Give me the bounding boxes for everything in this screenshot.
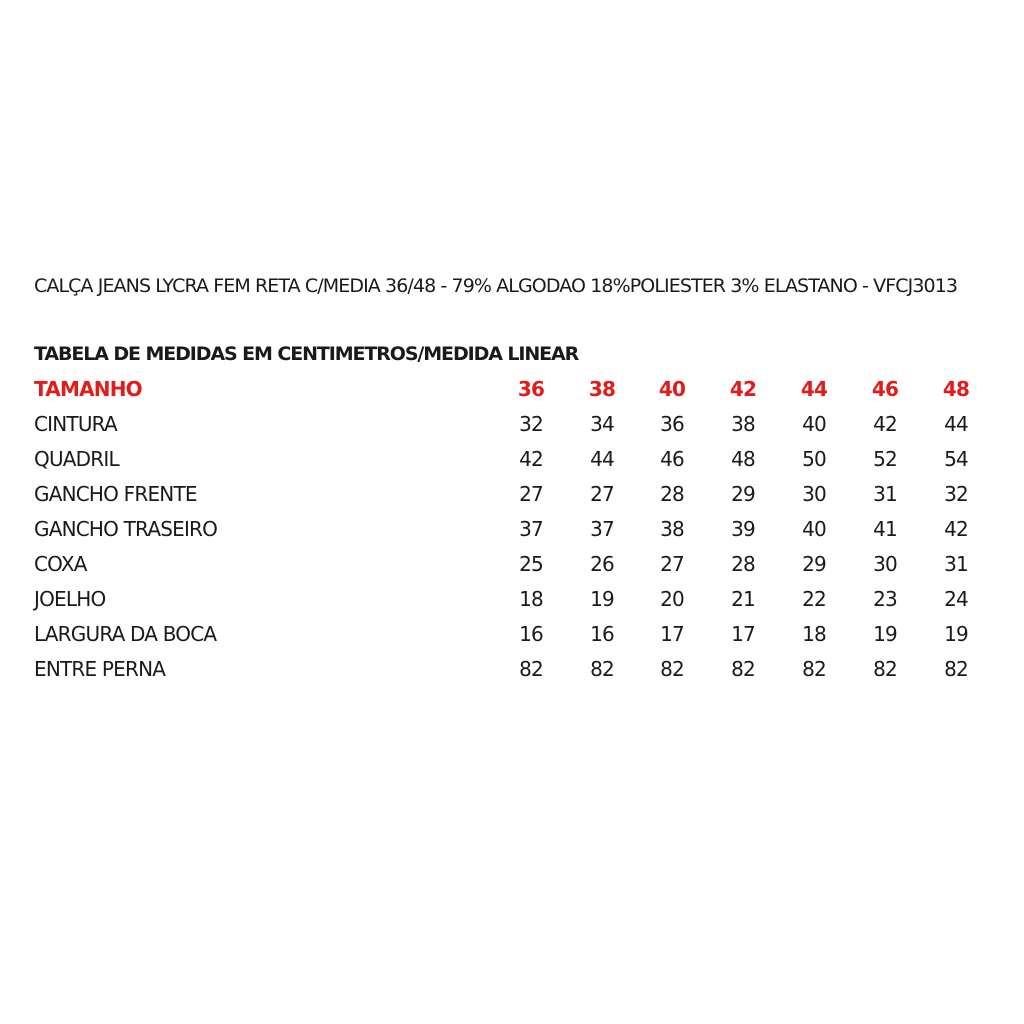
measurement-value: 18 (519, 587, 543, 611)
measurement-value: 40 (802, 517, 826, 541)
measurement-value: 50 (802, 447, 826, 471)
measurement-value: 19 (590, 587, 614, 611)
table-heading: TABELA DE MEDIDAS EM CENTIMETROS/MEDIDA LINEAR (34, 343, 579, 365)
measurement-value: 37 (590, 517, 614, 541)
table-row (34, 654, 984, 689)
measurement-value: 82 (731, 657, 755, 681)
measurement-value: 30 (802, 482, 826, 506)
measurement-value: 52 (873, 447, 897, 471)
measurement-label: ENTRE PERNA (34, 657, 166, 681)
table-row (34, 479, 984, 514)
measurement-value: 22 (802, 587, 826, 611)
measurement-value: 82 (590, 657, 614, 681)
measurement-value: 25 (519, 552, 543, 576)
size-header-cell: 36 (517, 377, 545, 401)
table-row (34, 514, 984, 549)
measurement-value: 29 (802, 552, 826, 576)
measurement-value: 24 (944, 587, 968, 611)
measurement-value: 38 (660, 517, 684, 541)
measurement-value: 37 (519, 517, 543, 541)
measurement-value: 30 (873, 552, 897, 576)
measurement-value: 36 (660, 412, 684, 436)
table-row (34, 444, 984, 479)
measurement-label: CINTURA (34, 412, 117, 436)
table-header-row (34, 374, 984, 409)
size-header-label: TAMANHO (34, 377, 142, 401)
measurement-value: 31 (873, 482, 897, 506)
measurement-value: 21 (731, 587, 755, 611)
measurement-value: 32 (519, 412, 543, 436)
measurement-value: 38 (731, 412, 755, 436)
size-header-cell: 44 (800, 377, 828, 401)
measurement-value: 34 (590, 412, 614, 436)
table-row (34, 584, 984, 619)
measurement-label: JOELHO (34, 587, 106, 611)
measurement-value: 27 (519, 482, 543, 506)
measurement-value: 42 (873, 412, 897, 436)
measurement-value: 82 (660, 657, 684, 681)
measurement-label: QUADRIL (34, 447, 119, 471)
measurement-value: 23 (873, 587, 897, 611)
measurement-value: 82 (802, 657, 826, 681)
size-header-cell: 48 (942, 377, 970, 401)
table-row (34, 409, 984, 444)
measurement-value: 44 (944, 412, 968, 436)
measurement-value: 17 (731, 622, 755, 646)
measurement-value: 46 (660, 447, 684, 471)
measurement-value: 82 (519, 657, 543, 681)
measurement-value: 19 (944, 622, 968, 646)
measurement-value: 32 (944, 482, 968, 506)
measurement-value: 26 (590, 552, 614, 576)
measurement-value: 27 (660, 552, 684, 576)
measurement-value: 41 (873, 517, 897, 541)
measurement-value: 28 (660, 482, 684, 506)
measurement-value: 31 (944, 552, 968, 576)
product-title: CALÇA JEANS LYCRA FEM RETA C/MEDIA 36/48 - 79% ALGODAO 18%POLIESTER 3% ELASTANO - VFCJ3013 (34, 275, 958, 297)
measurement-value: 16 (590, 622, 614, 646)
table-row (34, 619, 984, 654)
measurement-value: 16 (519, 622, 543, 646)
measurement-label: GANCHO FRENTE (34, 482, 197, 506)
measurement-value: 42 (519, 447, 543, 471)
table-row (34, 549, 984, 584)
measurement-label: LARGURA DA BOCA (34, 622, 217, 646)
size-header-cell: 40 (658, 377, 686, 401)
measurement-value: 48 (731, 447, 755, 471)
measurement-value: 29 (731, 482, 755, 506)
measurement-label: COXA (34, 552, 87, 576)
measurement-value: 54 (944, 447, 968, 471)
measurement-value: 42 (944, 517, 968, 541)
measurement-value: 20 (660, 587, 684, 611)
measurement-value: 82 (873, 657, 897, 681)
measurement-value: 19 (873, 622, 897, 646)
size-header-cell: 46 (871, 377, 899, 401)
measurement-value: 18 (802, 622, 826, 646)
measurement-value: 28 (731, 552, 755, 576)
measurement-value: 17 (660, 622, 684, 646)
table-body (34, 409, 984, 689)
measurement-value: 40 (802, 412, 826, 436)
size-header-cell: 42 (729, 377, 757, 401)
size-table (34, 374, 984, 689)
measurement-value: 44 (590, 447, 614, 471)
measurement-value: 39 (731, 517, 755, 541)
size-header-cell: 38 (588, 377, 616, 401)
measurement-value: 82 (944, 657, 968, 681)
measurement-label: GANCHO TRASEIRO (34, 517, 218, 541)
measurement-value: 27 (590, 482, 614, 506)
